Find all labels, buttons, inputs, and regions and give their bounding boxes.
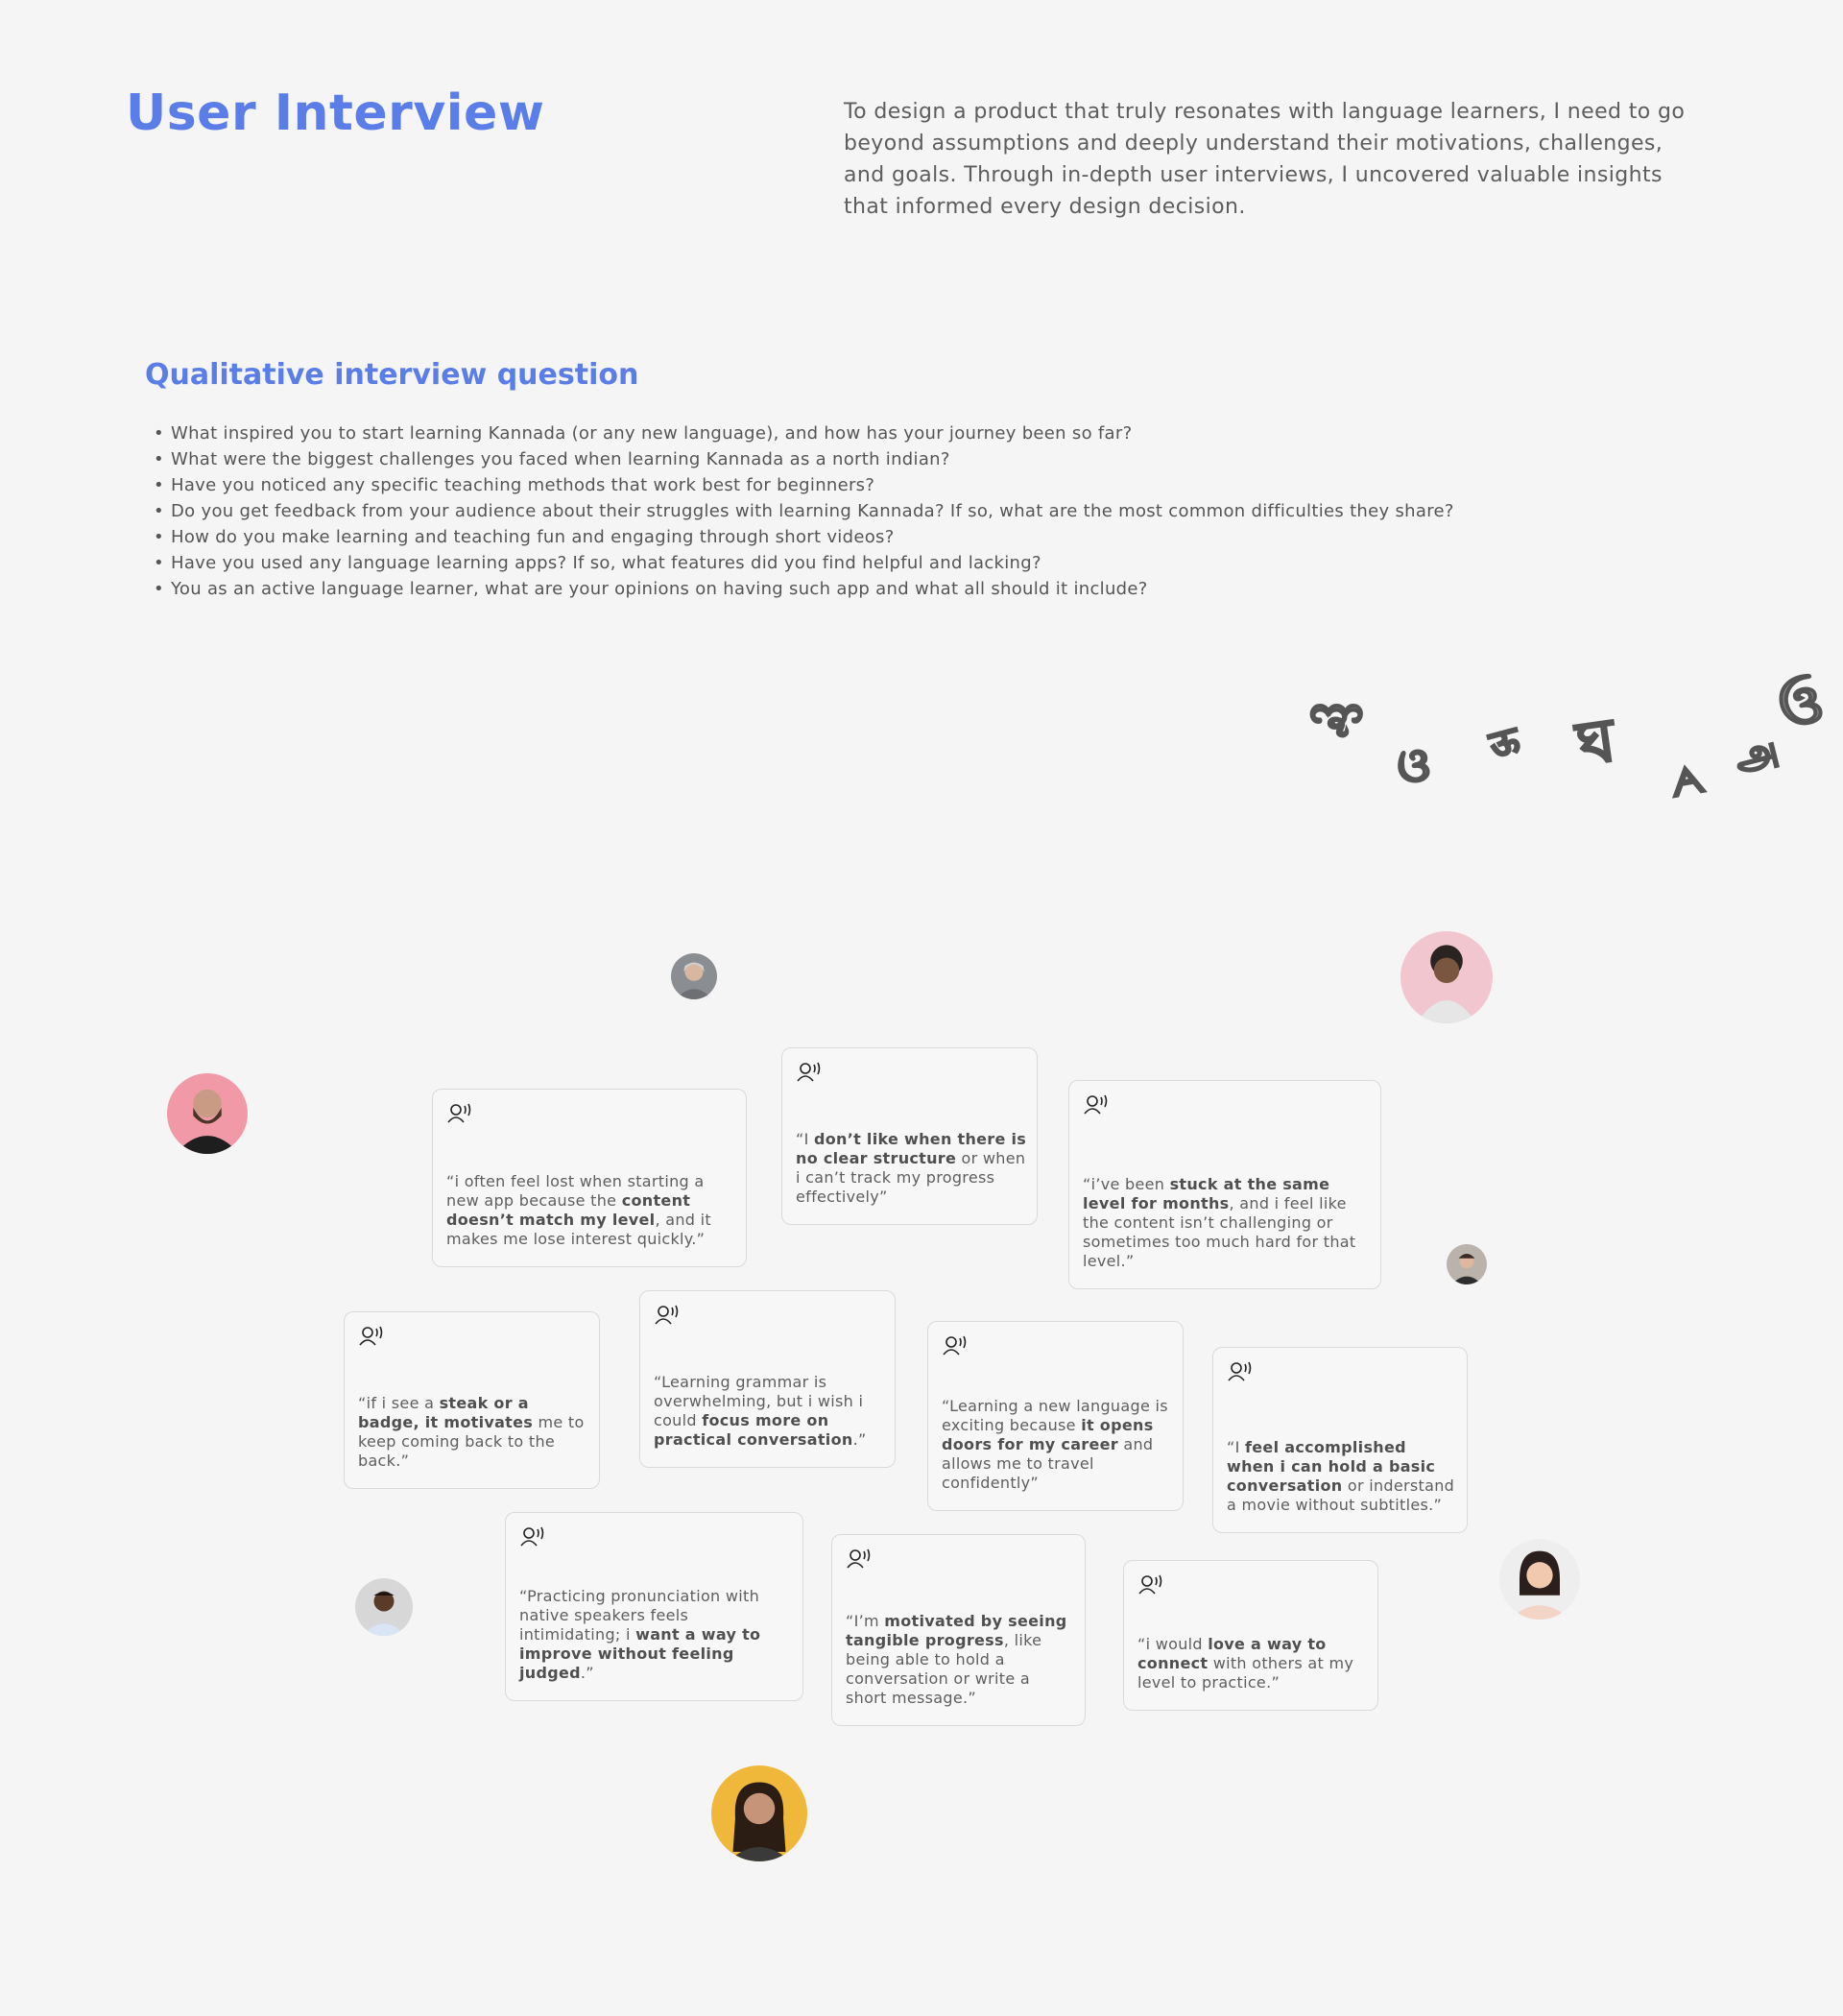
quote-card xyxy=(639,1290,896,1468)
quote-text: “I feel accomplished when i can hold a basic conversation or inderstand a movie without subtitles.” xyxy=(1227,1438,1455,1514)
quote-text: “i would love a way to connect with others at my level to practice.” xyxy=(1137,1635,1354,1692)
speaking-person-icon xyxy=(796,1060,823,1083)
question-item xyxy=(154,472,1651,498)
script-glyph-devanagari: ऊ xyxy=(1485,717,1524,767)
question-text: What inspired you to start learning Kannada (or any new language), and how has your journey been so far? xyxy=(171,423,1133,444)
avatar xyxy=(1447,1244,1487,1284)
quote-text: “i’ve been stuck at the same level for months, and i feel like the content isn’t challenging or sometimes too much hard for that level.” xyxy=(1083,1175,1356,1270)
quote-text: “Learning a new language is exciting because it opens doors for my career and allows me to travel confidently” xyxy=(942,1397,1168,1492)
speaking-person-icon xyxy=(1137,1572,1164,1596)
speaking-person-icon xyxy=(1083,1092,1110,1116)
bullet: • xyxy=(154,449,164,469)
question-text: You as an active language learner, what are your opinions on having such app and what all should it include? xyxy=(171,579,1148,599)
question-text: How do you make learning and teaching fun and engaging through short videos? xyxy=(171,527,895,547)
question-item xyxy=(154,446,1651,472)
bullet: • xyxy=(154,475,164,495)
speaking-person-icon xyxy=(1227,1359,1254,1382)
question-item xyxy=(154,550,1651,576)
quote-text: “I’m motivated by seeing tangible progress, like being able to hold a conversation or write a short message.” xyxy=(846,1612,1067,1707)
quote-text: “Practicing pronunciation with native speakers feels intimidating; i want a way to improve without feeling judged.” xyxy=(519,1587,761,1682)
intro-paragraph: To design a product that truly resonates with language learners, I need to go beyond assumptions and deeply understand their motivations, challenges, and goals. Through in-depth user interviews, I uncovered valuable insights that informed every design decision. xyxy=(844,100,1686,219)
avatar xyxy=(1499,1539,1580,1620)
quote-text: “I don’t like when there is no clear structure or when i can’t track my progress effectively” xyxy=(796,1130,1027,1206)
quote-card xyxy=(505,1512,803,1701)
script-glyph-bengali: ঘ xyxy=(1572,704,1619,780)
speaking-person-icon xyxy=(942,1333,969,1356)
quote-card xyxy=(344,1311,600,1489)
question-text: Have you used any language learning apps? If so, what features did you find helpful and lacking? xyxy=(171,553,1041,573)
quote-text: “i often feel lost when starting a new app because the content doesn’t match my level, and it makes me lose interest quickly.” xyxy=(446,1172,711,1248)
avatar xyxy=(1400,931,1493,1023)
question-item xyxy=(154,498,1651,524)
bullet: • xyxy=(154,553,164,573)
quote-card xyxy=(781,1047,1038,1225)
bullet: • xyxy=(154,501,164,521)
avatar xyxy=(167,1073,248,1154)
quote-text: “if i see a steak or a badge, it motivates me to keep coming back to the back.” xyxy=(358,1394,585,1470)
avatar xyxy=(711,1765,807,1861)
question-item xyxy=(154,576,1651,602)
script-glyph-letter-a: ᗅ xyxy=(1666,757,1709,805)
quote-card xyxy=(1123,1560,1378,1711)
page-title: User Interview xyxy=(126,84,545,142)
quote-card xyxy=(1212,1347,1468,1533)
script-glyph-kannada: ಞ xyxy=(1309,680,1364,750)
speaking-person-icon xyxy=(654,1303,681,1326)
question-item xyxy=(154,524,1651,550)
bullet: • xyxy=(154,527,164,547)
avatar xyxy=(355,1578,413,1636)
quote-card xyxy=(831,1534,1086,1726)
avatar xyxy=(671,953,717,999)
bullet: • xyxy=(154,423,164,444)
question-text: Have you noticed any specific teaching methods that work best for beginners? xyxy=(171,475,875,495)
script-glyph-gujarati: ઉ xyxy=(1775,669,1827,740)
speaking-person-icon xyxy=(446,1101,473,1124)
quote-text: “Learning grammar is overwhelming, but i wish i could focus more on practical conversation.” xyxy=(654,1373,867,1449)
script-glyph-tamil: அ xyxy=(1730,727,1783,780)
script-glyph-odia: ଓ xyxy=(1395,737,1432,795)
speaking-person-icon xyxy=(358,1324,385,1347)
quote-card xyxy=(1068,1080,1381,1289)
quote-card xyxy=(432,1089,747,1267)
questions-list xyxy=(154,420,1651,602)
quote-card xyxy=(927,1321,1184,1511)
question-text: What were the biggest challenges you faced when learning Kannada as a north indian? xyxy=(171,449,950,469)
bullet: • xyxy=(154,579,164,599)
questions-heading: Qualitative interview question xyxy=(145,358,639,392)
question-item xyxy=(154,420,1651,446)
speaking-person-icon xyxy=(519,1524,546,1548)
speaking-person-icon xyxy=(846,1547,873,1570)
question-text: Do you get feedback from your audience about their struggles with learning Kannada? If so, what are the most common difficulties they share? xyxy=(171,501,1454,521)
